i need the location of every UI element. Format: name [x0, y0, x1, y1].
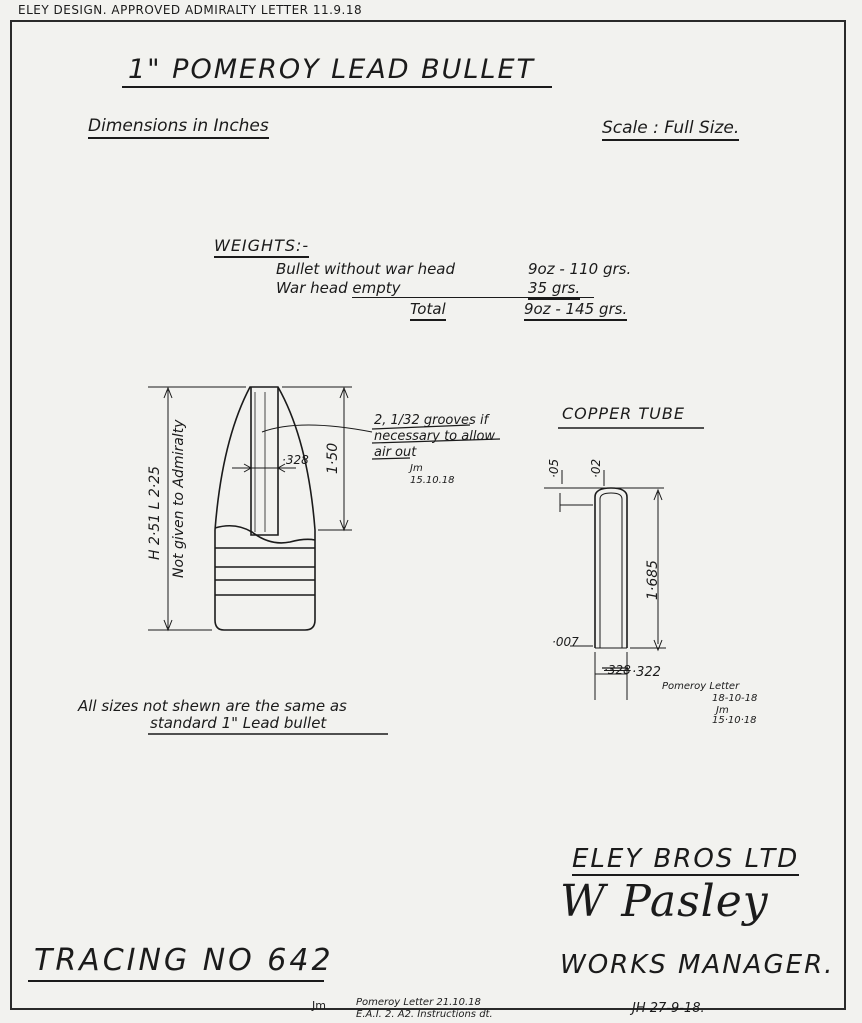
drawing-title: 1" POMEROY LEAD BULLET — [128, 54, 536, 85]
footer-letter-note-1: Pomeroy Letter 21.10.18 — [356, 997, 481, 1008]
weight-value-bullet: 9oz - 110 grs. — [528, 260, 632, 278]
tube-wall-dim: ·02 — [589, 458, 603, 478]
works-manager-label: WORKS MANAGER. — [560, 950, 835, 980]
sizes-note-line2: standard 1" Lead bullet — [150, 714, 327, 732]
copper-tube-inner — [600, 493, 622, 648]
weight-label-warhead: War head empty — [276, 279, 401, 297]
tracing-underline — [28, 980, 324, 982]
weights-heading: WEIGHTS:- — [214, 238, 309, 258]
footer-date: JH 27-9-18. — [632, 1001, 705, 1016]
bore-dim: ·328 — [282, 453, 309, 467]
weight-value-total: 9oz - 145 grs. — [524, 302, 627, 321]
tube-length-dim: 1·685 — [645, 559, 661, 600]
tube-diameter-dim: ·322 — [632, 665, 661, 680]
weight-label-total: Total — [410, 302, 446, 321]
tube-diameter-struck: ·328 — [604, 663, 631, 677]
weight-value-warhead: 35 grs. — [528, 281, 580, 300]
grooves-note-2: necessary to allow — [374, 429, 496, 444]
tube-initials: Jm — [716, 705, 729, 716]
tube-date: 15·10·18 — [712, 715, 757, 726]
footer-letter-note-2: E.A.I. 2. A2. Instructions dt. — [356, 1009, 493, 1020]
sizes-note-line1: All sizes not shewn are the same as — [78, 697, 347, 715]
scale-note: Scale : Full Size. — [602, 120, 739, 141]
signature: W Pasley — [560, 876, 769, 927]
overall-length-note: Not given to Admiralty — [171, 419, 187, 578]
company-name: ELEY BROS LTD — [572, 844, 800, 874]
copper-tube-heading: COPPER TUBE — [562, 404, 685, 423]
header-caption: ELEY DESIGN. APPROVED ADMIRALTY LETTER 11.9.18 — [18, 3, 363, 17]
footer-initials: Jm — [312, 999, 326, 1012]
overall-length-dim: H 2·51 L 2·25 — [147, 465, 163, 560]
tube-thickness-dim: ·007 — [552, 635, 579, 649]
grooves-date: 15.10.18 — [410, 475, 455, 486]
tube-top-dim: ·05 — [547, 458, 561, 478]
tube-letter-note: Pomeroy Letter — [662, 681, 740, 692]
head-length-dim: 1·50 — [325, 442, 341, 474]
grooves-initials: Jm — [410, 463, 423, 474]
dimensions-note: Dimensions in Inches — [88, 118, 269, 139]
grooves-note-1: 2, 1/32 grooves if — [374, 413, 489, 428]
grooves-note-3: air out — [374, 445, 417, 460]
tube-letter-date: 18-10-18 — [712, 693, 758, 704]
weight-label-bullet: Bullet without war head — [276, 260, 456, 278]
tracing-number: TRACING NO 642 — [34, 943, 334, 978]
